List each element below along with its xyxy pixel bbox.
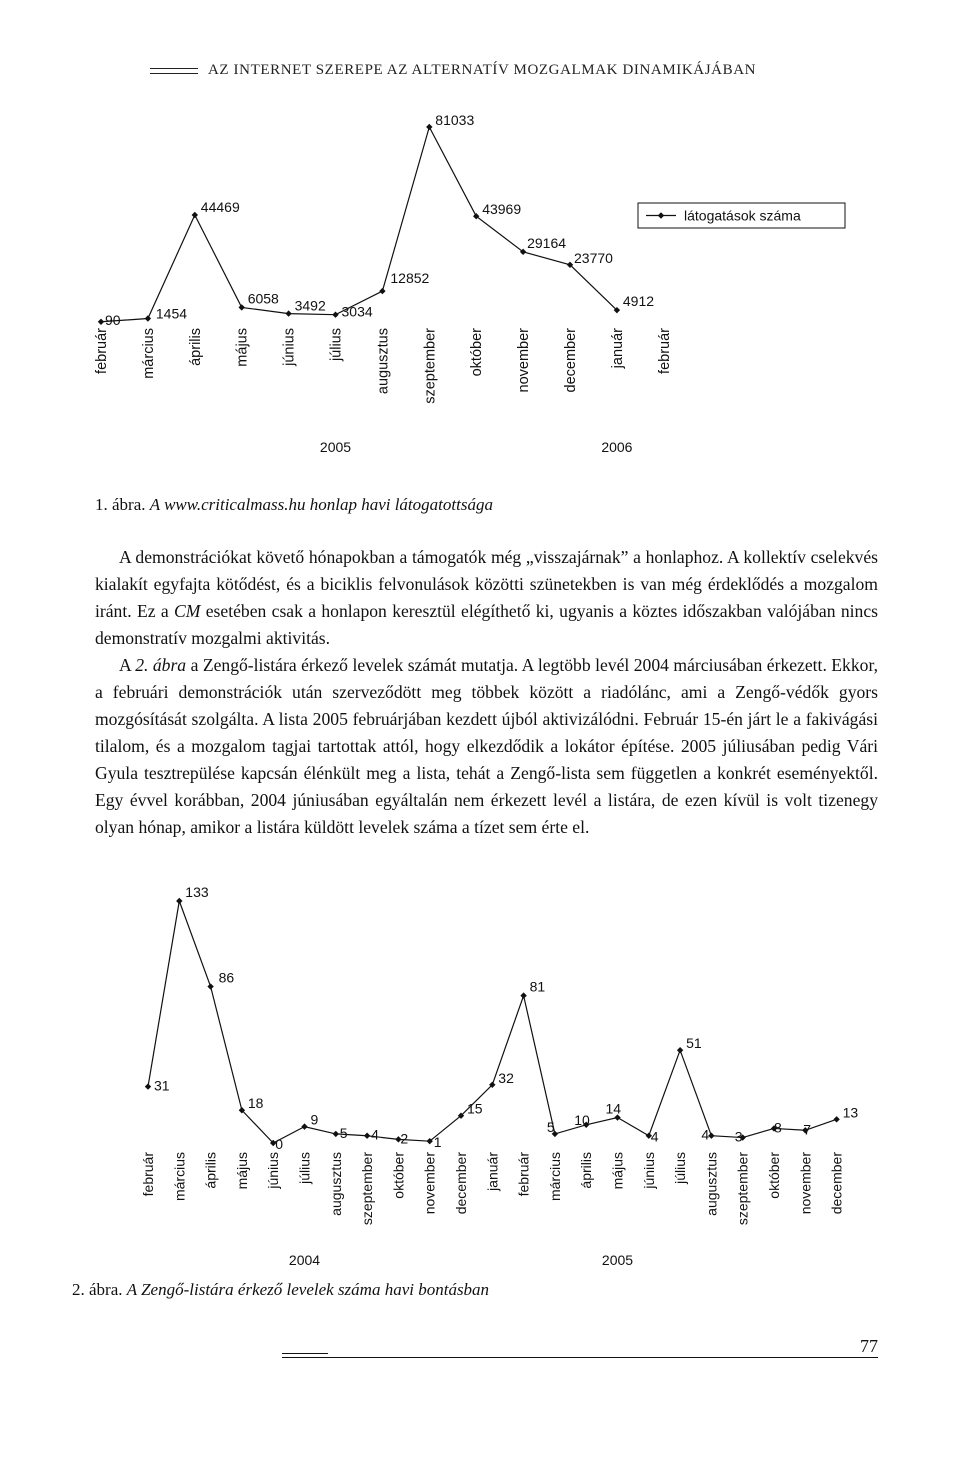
category-tick-label: június — [265, 1152, 282, 1189]
data-label: 15 — [467, 1100, 483, 1117]
data-point — [520, 992, 526, 998]
category-tick-label: október — [469, 328, 486, 377]
data-point — [285, 310, 291, 316]
figure2-chart — [0, 880, 960, 1270]
paragraph-emphasis: CM — [174, 601, 201, 621]
category-tick-label: november — [797, 1152, 814, 1215]
paragraph-emphasis: 2. ábra — [135, 655, 187, 675]
data-label: 18 — [247, 1095, 264, 1112]
data-label: 43969 — [482, 201, 522, 218]
data-point — [192, 212, 198, 218]
paragraph-text: esetében csak a honlapon keresztül elégíthető ki, ugyanis a köztes időszakban valójában nincs demonstratív mozgalmi aktivitás. — [95, 601, 878, 648]
data-label: 4 — [650, 1128, 659, 1145]
paragraph — [95, 652, 878, 841]
data-label: 32 — [498, 1069, 514, 1086]
data-label: 10 — [574, 1111, 590, 1128]
data-label: 133 — [185, 884, 209, 900]
data-point — [301, 1123, 307, 1129]
category-tick-label: szeptember — [422, 328, 439, 404]
data-label: 29164 — [527, 234, 567, 251]
figure1-label: 1. ábra. — [95, 495, 146, 514]
category-tick-label: február — [656, 328, 673, 374]
data-label: 6058 — [247, 290, 279, 307]
paragraph-text: A demonstrációkat követő hónapokban a támogatók még „visszajárnak” a honlaphoz. A kollektív cselekvés kialakít egyfajta kötődést, és a biciklis felvonulások közötti szünetekben is van még érdeklődés a mozgalom iránt. Ez a — [95, 547, 878, 621]
data-label: 9 — [310, 1111, 319, 1128]
data-point — [145, 315, 151, 321]
data-label: 44469 — [200, 198, 240, 215]
data-label: 8 — [774, 1119, 782, 1136]
category-tick-label: január — [484, 1152, 501, 1191]
year-label: 2005 — [601, 1252, 634, 1268]
category-tick-label: március — [171, 1152, 188, 1202]
data-label: 13 — [842, 1104, 859, 1121]
category-tick-label: február — [94, 328, 110, 374]
category-tick-label: november — [421, 1152, 438, 1215]
data-point — [364, 1133, 370, 1139]
running-head-rule — [150, 68, 198, 74]
data-label: 12852 — [390, 270, 430, 287]
category-tick-label: augusztus — [327, 1152, 344, 1216]
year-label: 2004 — [288, 1252, 321, 1268]
category-tick-label: május — [233, 1152, 250, 1190]
paragraph — [95, 544, 878, 652]
data-label: 3034 — [341, 303, 373, 320]
category-tick-label: december — [563, 328, 579, 393]
running-head-text: AZ INTERNET SZEREPE AZ ALTERNATÍV MOZGALMAK DINAMIKÁJÁBAN — [208, 62, 757, 78]
figure1-title-prefix: A — [149, 495, 165, 514]
figure2-title: A Zengő-listára érkező levelek száma havi bontásban — [126, 1280, 490, 1299]
data-label: 4 — [371, 1126, 379, 1143]
data-label: 2 — [400, 1130, 409, 1147]
category-tick-label: május — [234, 328, 251, 367]
category-tick-label: július — [296, 1152, 313, 1184]
year-label: 2006 — [601, 439, 633, 455]
category-tick-label: július — [328, 328, 345, 362]
data-label: 90 — [105, 311, 121, 328]
data-point — [426, 124, 432, 130]
category-tick-label: július — [672, 1152, 689, 1184]
category-tick-label: március — [546, 1152, 563, 1202]
category-tick-label: január — [609, 328, 626, 369]
data-label: 51 — [686, 1035, 702, 1052]
data-label: 81033 — [435, 112, 475, 128]
figure1-title-rest: honlap havi látogatottsága — [305, 495, 493, 514]
data-label: 5 — [546, 1118, 555, 1135]
data-label: 7 — [803, 1121, 812, 1138]
figure1-caption — [95, 495, 493, 515]
year-label: 2005 — [319, 439, 352, 455]
category-tick-label: május — [609, 1152, 626, 1190]
data-point — [332, 311, 338, 317]
data-label: 1 — [433, 1134, 442, 1151]
category-tick-label: október — [766, 1152, 782, 1199]
footer-rule — [282, 1357, 878, 1358]
data-label: 14 — [605, 1100, 622, 1117]
data-label: 0 — [275, 1136, 283, 1152]
category-tick-label: szeptember — [734, 1152, 751, 1226]
category-tick-label: április — [187, 328, 204, 366]
data-point — [379, 288, 385, 294]
category-tick-label: április — [578, 1152, 595, 1189]
data-label: 3 — [734, 1128, 743, 1145]
category-tick-label: június — [281, 328, 298, 366]
legend-label: látogatások száma — [684, 207, 801, 224]
series-line — [101, 127, 617, 322]
category-tick-label: március — [140, 328, 157, 379]
category-tick-label: június — [640, 1152, 657, 1189]
data-label: 4912 — [622, 293, 655, 310]
body-text — [95, 544, 878, 841]
data-label: 23770 — [574, 249, 613, 266]
category-tick-label: április — [202, 1152, 219, 1189]
category-tick-label: december — [828, 1152, 845, 1215]
category-tick-label: augusztus — [375, 328, 392, 395]
category-tick-label: szeptember — [359, 1152, 376, 1226]
category-tick-label: október — [390, 1152, 407, 1199]
data-point — [145, 1083, 151, 1089]
data-point — [207, 983, 213, 989]
figure1-title-link[interactable]: www.criticalmass.hu — [164, 495, 306, 514]
data-label: 4 — [701, 1126, 710, 1143]
data-label: 31 — [154, 1077, 170, 1094]
figure1-chart — [0, 100, 960, 460]
category-tick-label: február — [140, 1152, 156, 1197]
data-label: 3492 — [294, 297, 326, 314]
data-label: 5 — [339, 1124, 348, 1141]
data-point — [176, 898, 182, 904]
data-point — [239, 304, 245, 310]
category-tick-label: december — [453, 1152, 469, 1215]
running-head — [150, 62, 880, 79]
data-label: 1454 — [155, 305, 188, 322]
category-tick-label: február — [515, 1152, 532, 1197]
paragraph-text: A — [119, 655, 136, 675]
page-number: 77 — [860, 1336, 878, 1356]
figure2-label: 2. ábra. — [72, 1280, 123, 1299]
paragraph-text: a Zengő-listára érkező levelek számát mutatja. A legtöbb levél 2004 márciusában érkezett. Ekkor, a februári demonstrációk után szerveződött meg többek között a riadólánc, ami a Zengő-védők gyors mozgósítását szolgálta. A lista 2005 februárjában kezdett újból aktivizálódni. Február 15-én járt le a fakivágási tilalom, és a mozgalom tagjai tartottak attól, hogy elkezdődik a lokátor építése. 2005 júliusában pedig Vári Gyula tesztrepülése kapcsán élénkült meg a lista, tehát a Zengő-lista sem független a konkrét eseményektől. Egy évvel korábban, 2004 júniusában egyáltalán nem érkezett levél a listára, de ezen kívül is volt tizenegy olyan hónap, amikor a listára küldött levelek száma a tízet sem érte el. — [95, 655, 878, 837]
data-point — [677, 1047, 683, 1053]
figure2-caption — [72, 1280, 489, 1300]
category-tick-label: november — [516, 328, 533, 393]
data-label: 86 — [218, 969, 235, 986]
data-point — [833, 1116, 839, 1122]
category-tick-label: augusztus — [703, 1152, 720, 1216]
data-point — [333, 1131, 339, 1137]
data-label: 81 — [529, 978, 546, 995]
data-point — [98, 319, 104, 325]
